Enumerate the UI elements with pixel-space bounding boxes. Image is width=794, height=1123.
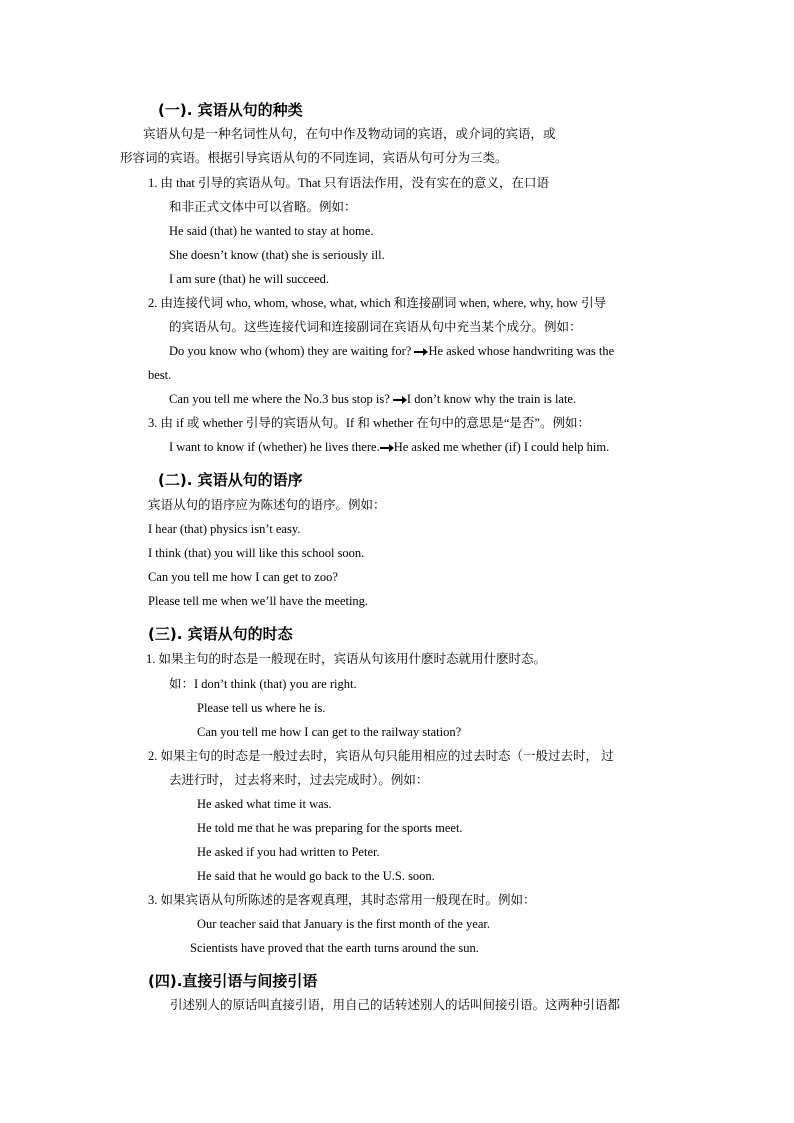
example-sentence: He asked if you had written to Peter.: [197, 845, 380, 859]
example-sentence-cont: best.: [148, 368, 172, 382]
section-1-item-2: 2. 由连接代词 who, whom, whose, what, which 和连接副词 when, where, why, how 引导: [148, 296, 607, 310]
section-2-intro: 宾语从句的语序应为陈述句的语序。例如：: [148, 498, 386, 512]
example-sentence: Scientists have proved that the earth turns around the sun.: [190, 941, 479, 955]
example-sentence: Can you tell me how I can get to zoo?: [148, 570, 338, 584]
arrow-right-icon: [380, 443, 394, 453]
example-sentence: [169, 343, 614, 359]
section-3-title: (三). 宾语从句的时态: [148, 625, 293, 643]
section-1-item-2-cont: 的宾语从句。这些连接代词和连接副词在宾语从句中充当某个成分。例如：: [169, 320, 582, 334]
example-sentence: Can you tell me how I can get to the railway station?: [197, 725, 462, 739]
arrow-right-icon: [393, 395, 407, 405]
example-part: Can you tell me where the No.3 bus stop is?: [169, 392, 390, 406]
arrow-right-icon: [414, 347, 428, 357]
example-part: I don’t know why the train is late.: [406, 392, 577, 406]
example-sentence: Our teacher said that January is the first month of the year.: [197, 917, 490, 931]
example-sentence: Please tell me when we’ll have the meeting.: [148, 594, 369, 608]
example-sentence: He said that he would go back to the U.S. soon.: [197, 869, 435, 883]
example-sentence: He told me that he was preparing for the sports meet.: [197, 821, 463, 835]
example-sentence: 如：I don’t think (that) you are right.: [169, 677, 357, 691]
section-3-item-2-cont: 去进行时， 过去将来时，过去完成时）。例如：: [169, 773, 429, 787]
section-4-intro: 引述别人的原话叫直接引语，用自己的话转述别人的话叫间接引语。这两种引语都: [170, 998, 621, 1012]
section-1-item-1-cont: 和非正式文体中可以省略。例如：: [169, 200, 357, 214]
example-part: He asked me whether (if) I could help him.: [393, 440, 610, 454]
example-sentence: She doesn’t know (that) she is seriously ill.: [169, 248, 385, 262]
section-1-intro-line-2: 形容词的宾语。根据引导宾语从句的不同连词，宾语从句可分为三类。: [120, 151, 508, 165]
example-sentence: I hear (that) physics isn’t easy.: [148, 522, 301, 536]
example-sentence: Please tell us where he is.: [197, 701, 326, 715]
example-sentence: He said (that) he wanted to stay at home.: [169, 224, 374, 238]
example-sentence: I think (that) you will like this school soon.: [148, 546, 365, 560]
section-3-item-3: 3. 如果宾语从句所陈述的是客观真理，其时态常用一般现在时。例如：: [148, 893, 536, 907]
example-sentence: I am sure (that) he will succeed.: [169, 272, 330, 286]
section-2-title: (二). 宾语从句的语序: [158, 471, 303, 489]
section-1-item-3: 3. 由 if 或 whether 引导的宾语从句。If 和 whether 在句中的意思是“是否”。例如：: [148, 416, 590, 430]
example-part: He asked whose handwriting was the: [428, 344, 615, 358]
section-3-item-1: 1. 如果主句的时态是一般现在时，宾语从句该用什麽时态就用什麽时态。: [146, 652, 547, 666]
example-sentence: He asked what time it was.: [197, 797, 332, 811]
example-sentence: [169, 439, 609, 455]
example-part: Do you know who (whom) they are waiting for?: [169, 344, 412, 358]
example-part: I want to know if (whether) he lives there.: [169, 440, 380, 454]
section-1-item-1: 1. 由 that 引导的宾语从句。That 只有语法作用，没有实在的意义，在口语: [148, 176, 550, 190]
section-1-intro-line-1: 宾语从句是一种名词性从句，在句中作及物动词的宾语，或介词的宾语，或: [143, 127, 556, 141]
example-sentence: [169, 391, 576, 407]
section-4-title: (四).直接引语与间接引语: [148, 972, 318, 990]
section-1-title: (一). 宾语从句的种类: [158, 101, 303, 119]
section-3-item-2: 2. 如果主句的时态是一般过去时，宾语从句只能用相应的过去时态（一般过去时， 过: [148, 749, 614, 763]
